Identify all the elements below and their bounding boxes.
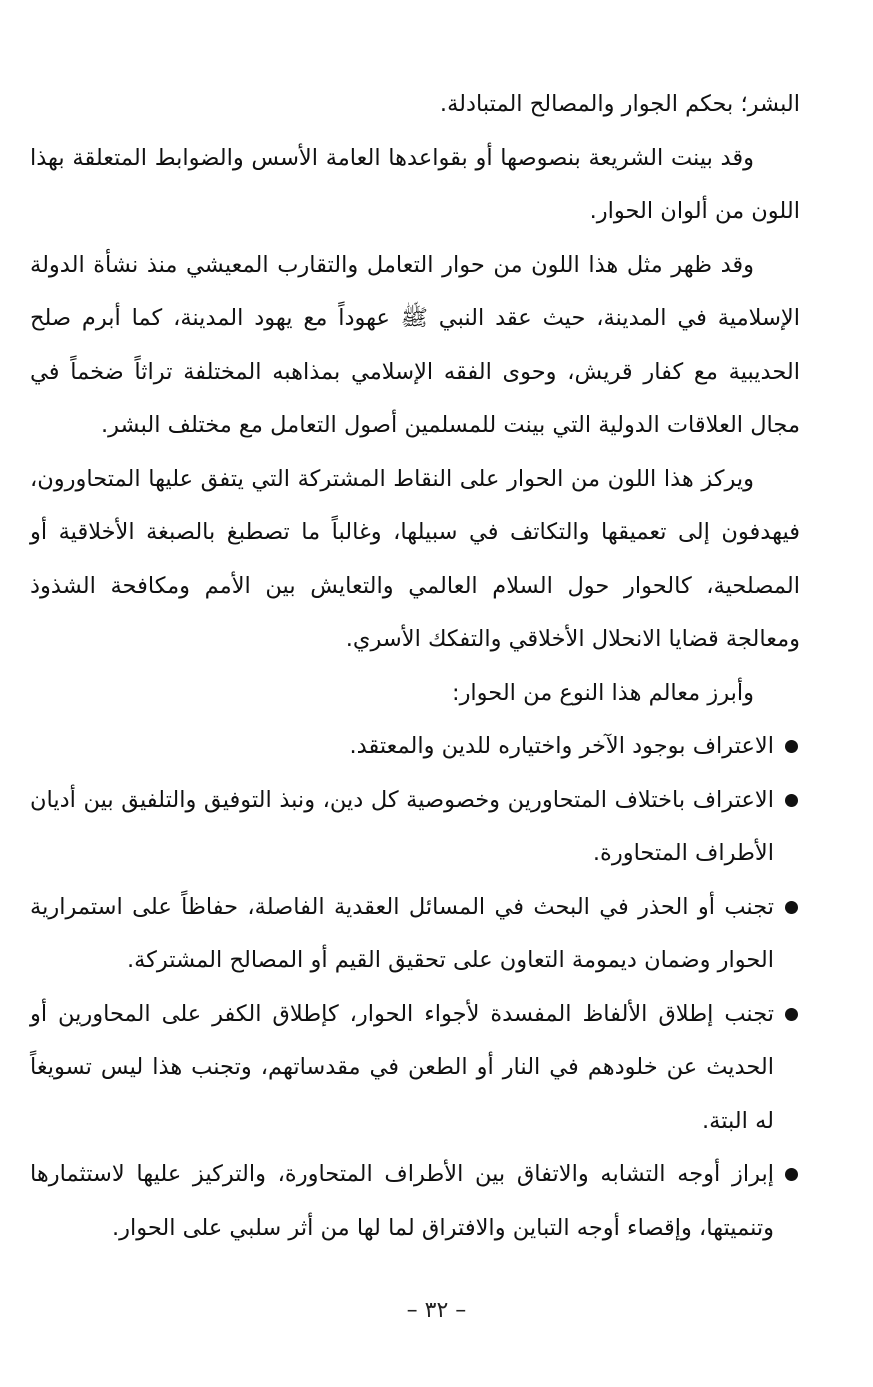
list-item-text: الاعتراف باختلاف المتحاورين وخصوصية كل دين، ونبذ التوفيق والتلفيق بين أديان الأطراف المتحاورة. [30,786,774,866]
list-item [30,720,800,774]
page-text [30,78,800,1255]
list-item-text: إبراز أوجه التشابه والاتفاق بين الأطراف المتحاورة، والتركيز عليها لاستثمارها وتنميتها، وإقصاء أوجه التباين والافتراق لما لها من أثر سلبي على الحوار. [30,1161,774,1241]
list-item [30,1148,800,1255]
page-number: – ٣٢ – [406,1298,467,1323]
bullet-icon [785,794,798,807]
list-item-text: الاعتراف بوجود الآخر واختياره للدين والمعتقد. [349,733,774,759]
paragraph-features-intro: وأبرز معالم هذا النوع من الحوار: [451,679,754,706]
list-item-text: تجنب إطلاق الألفاظ المفسدة لأجواء الحوار، كإطلاق الكفر على المحاورين أو الحديث عن خلودهم في النار أو الطعن في مقدساتهم، وتجنب هذا ليس تسويغاً له البتة. [30,1000,774,1134]
bullet-icon [785,740,798,753]
list-item [30,881,800,988]
paragraph-sharia-principles: وقد بينت الشريعة بنصوصها أو بقواعدها العامة الأسس والضوابط المتعلقة بهذا اللون من ألوان الحوار. [30,144,800,224]
list-item [30,774,800,881]
bullet-icon [785,1008,798,1021]
paragraph-history: وقد ظهر مثل هذا اللون من حوار التعامل والتقارب المعيشي منذ نشأة الدولة الإسلامية في المدينة، حيث عقد النبي ﷺ عهوداً مع يهود المدينة، كما أبرم صلح الحديبية مع كفار قريش، وحوى الفقه الإسلامي بمذاهبه المختلفة تراثاً ضخماً في مجال العلاقات الدولية التي بينت للمسلمين أصول التعامل مع مختلف البشر. [30,251,800,438]
paragraph-focus: ويركز هذا اللون من الحوار على النقاط المشتركة التي يتفق عليها المتحاورون، فيهدفون إلى تعميقها والتكاتف في سبيلها، وغالباً ما تصطبغ بالصبغة الأخلاقية أو المصلحية، كالحوار حول السلام العالمي والتعايش بين الأمم ومكافحة الشذوذ ومعالجة قضايا الانحلال الأخلاقي والتفكك الأسري. [30,465,800,652]
features-list [30,720,800,1255]
bullet-icon [785,1168,798,1181]
paragraph-continuation: البشر؛ بحكم الجوار والمصالح المتبادلة. [439,91,800,117]
list-item-text: تجنب أو الحذر في البحث في المسائل العقدية الفاصلة، حفاظاً على استمرارية الحوار وضمان ديمومة التعاون على تحقيق القيم أو المصالح المشتركة. [30,893,774,973]
list-item [30,988,800,1149]
bullet-icon [785,901,798,914]
